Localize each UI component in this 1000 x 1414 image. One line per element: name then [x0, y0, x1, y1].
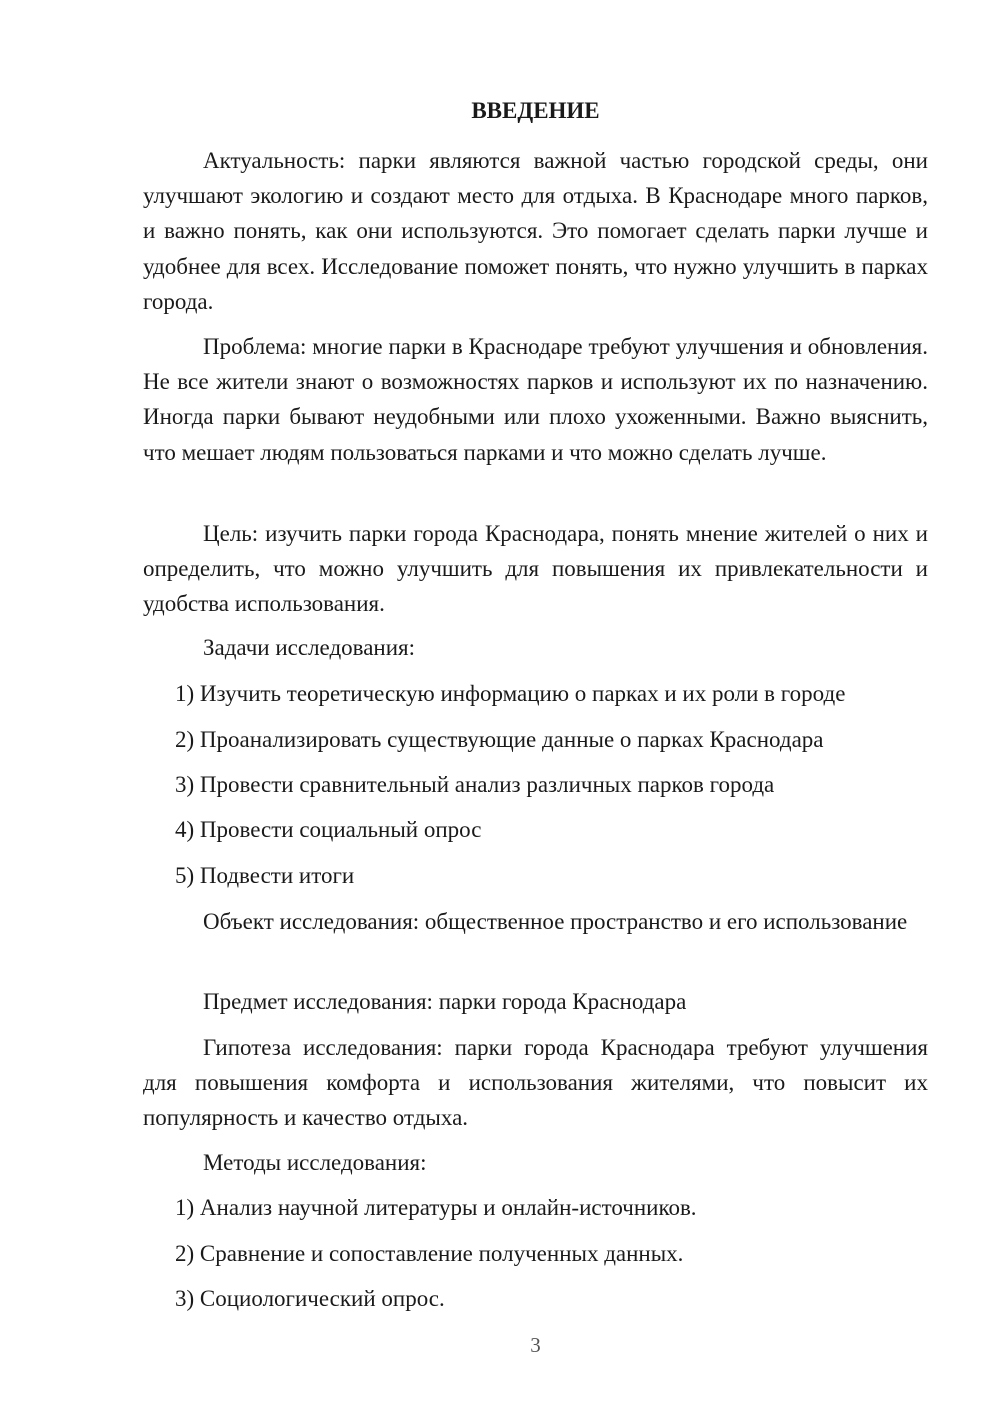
- methods-title: Методы исследования:: [203, 1150, 427, 1175]
- paragraph-subject: Предмет исследования: парки города Краснодара: [203, 989, 687, 1014]
- list-item-method-2: 2) Сравнение и сопоставление полученных данных.: [175, 1241, 684, 1266]
- paragraph-object: Объект исследования: общественное пространство и его использование: [203, 909, 908, 934]
- list-item-task-2: 2) Проанализировать существующие данные о парках Краснодара: [175, 727, 824, 752]
- paragraph-hypothesis: Гипотеза исследования: парки города Краснодара требуют улучшения для повышения комфорта и использования жителями, что повысит их популярность и качество отдыха.: [143, 1035, 928, 1131]
- list-item-task-5: 5) Подвести итоги: [175, 863, 355, 888]
- paragraph-problem: Проблема: многие парки в Краснодаре требуют улучшения и обновления. Не все жители знают о возможностях парков и используют их по назначению. Иногда парки бывают неудобными или плохо ухоженными. Важно выяснить, что мешает людям пользоваться парками и что можно сделать лучше.: [143, 334, 928, 465]
- tasks-title: Задачи исследования:: [203, 635, 416, 660]
- page-title: ВВЕДЕНИЕ: [471, 98, 600, 123]
- list-item-method-1: 1) Анализ научной литературы и онлайн-источников.: [175, 1195, 697, 1220]
- page-number: 3: [530, 1333, 541, 1357]
- list-item-task-1: 1) Изучить теоретическую информацию о парках и их роли в городе: [175, 681, 846, 706]
- list-item-task-4: 4) Провести социальный опрос: [175, 817, 482, 842]
- paragraph-relevance: Актуальность: парки являются важной частью городской среды, они улучшают экологию и создают место для отдыха. В Краснодаре много парков, и важно понять, как они используются. Это помогает сделать парки лучше и удобнее для всех. Исследование поможет понять, что нужно улучшить в парках города.: [143, 148, 928, 314]
- list-item-task-3: 3) Провести сравнительный анализ различных парков города: [175, 772, 775, 797]
- list-item-method-3: 3) Социологический опрос.: [175, 1286, 445, 1311]
- paragraph-goal: Цель: изучить парки города Краснодара, понять мнение жителей о них и определить, что можно улучшить для повышения их привлекательности и удобства использования.: [143, 521, 928, 617]
